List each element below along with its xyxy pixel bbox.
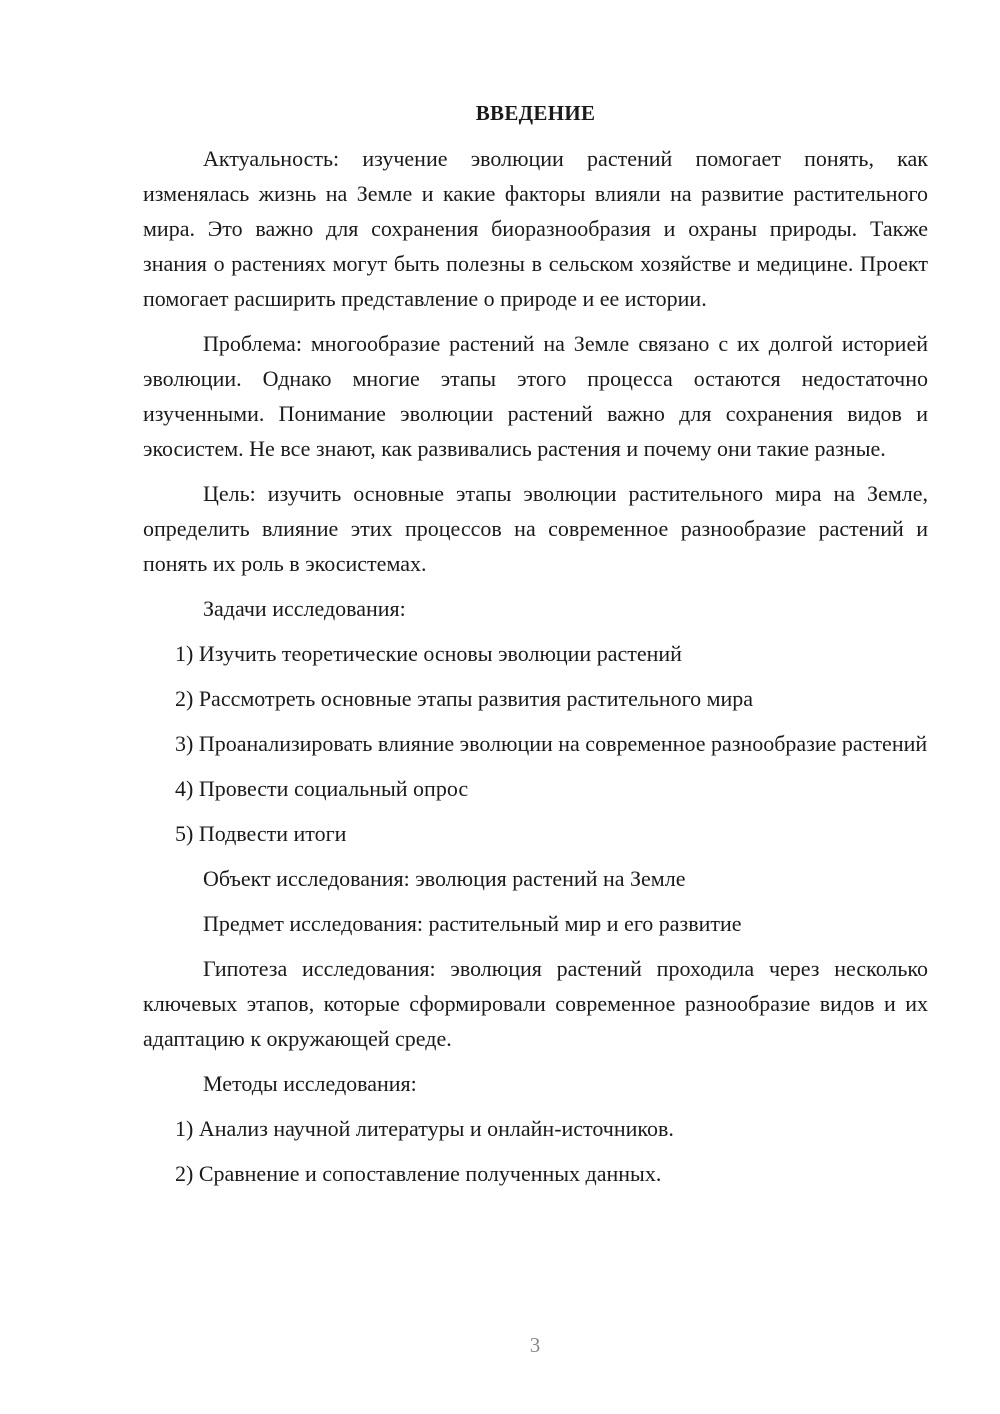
task-item: 4) Провести социальный опрос [175, 776, 469, 801]
task-item: 3) Проанализировать влияние эволюции на современное разнообразие растений [175, 731, 928, 756]
method-item: 2) Сравнение и сопоставление полученных данных. [175, 1161, 662, 1186]
method-item: 1) Анализ научной литературы и онлайн-источников. [175, 1116, 674, 1141]
research-subject: Предмет исследования: растительный мир и его развитие [203, 911, 742, 936]
task-item: 1) Изучить теоретические основы эволюции растений [175, 641, 682, 666]
section-title: ВВЕДЕНИЕ [475, 101, 596, 125]
tasks-heading: Задачи исследования: [203, 596, 406, 621]
document-page [143, 96, 928, 1201]
task-item: 2) Рассмотреть основные этапы развития растительного мира [175, 686, 754, 711]
goal-paragraph: Цель: изучить основные этапы эволюции растительного мира на Земле, определить влияние этих процессов на современное разнообразие растений и понять их роль в экосистемах. [143, 481, 928, 576]
problem-paragraph: Проблема: многообразие растений на Земле связано с их долгой историей эволюции. Однако многие этапы этого процесса остаются недостаточно изученными. Понимание эволюции растений важно для сохранения видов и экосистем. Не все знают, как развивались растения и почему они такие разные. [143, 331, 928, 461]
methods-heading: Методы исследования: [203, 1071, 417, 1096]
task-item: 5) Подвести итоги [175, 821, 347, 846]
research-object: Объект исследования: эволюция растений на Земле [203, 866, 686, 891]
relevance-paragraph: Актуальность: изучение эволюции растений помогает понять, как изменялась жизнь на Земле и какие факторы влияли на развитие растительного мира. Это важно для сохранения биоразнообразия и охраны природы. Также знания о растениях могут быть полезны в сельском хозяйстве и медицине. Проект помогает расширить представление о природе и ее истории. [143, 146, 928, 311]
page-number: 3 [529, 1333, 541, 1357]
hypothesis-paragraph: Гипотеза исследования: эволюция растений проходила через несколько ключевых этапов, которые сформировали современное разнообразие видов и их адаптацию к окружающей среде. [143, 956, 928, 1051]
